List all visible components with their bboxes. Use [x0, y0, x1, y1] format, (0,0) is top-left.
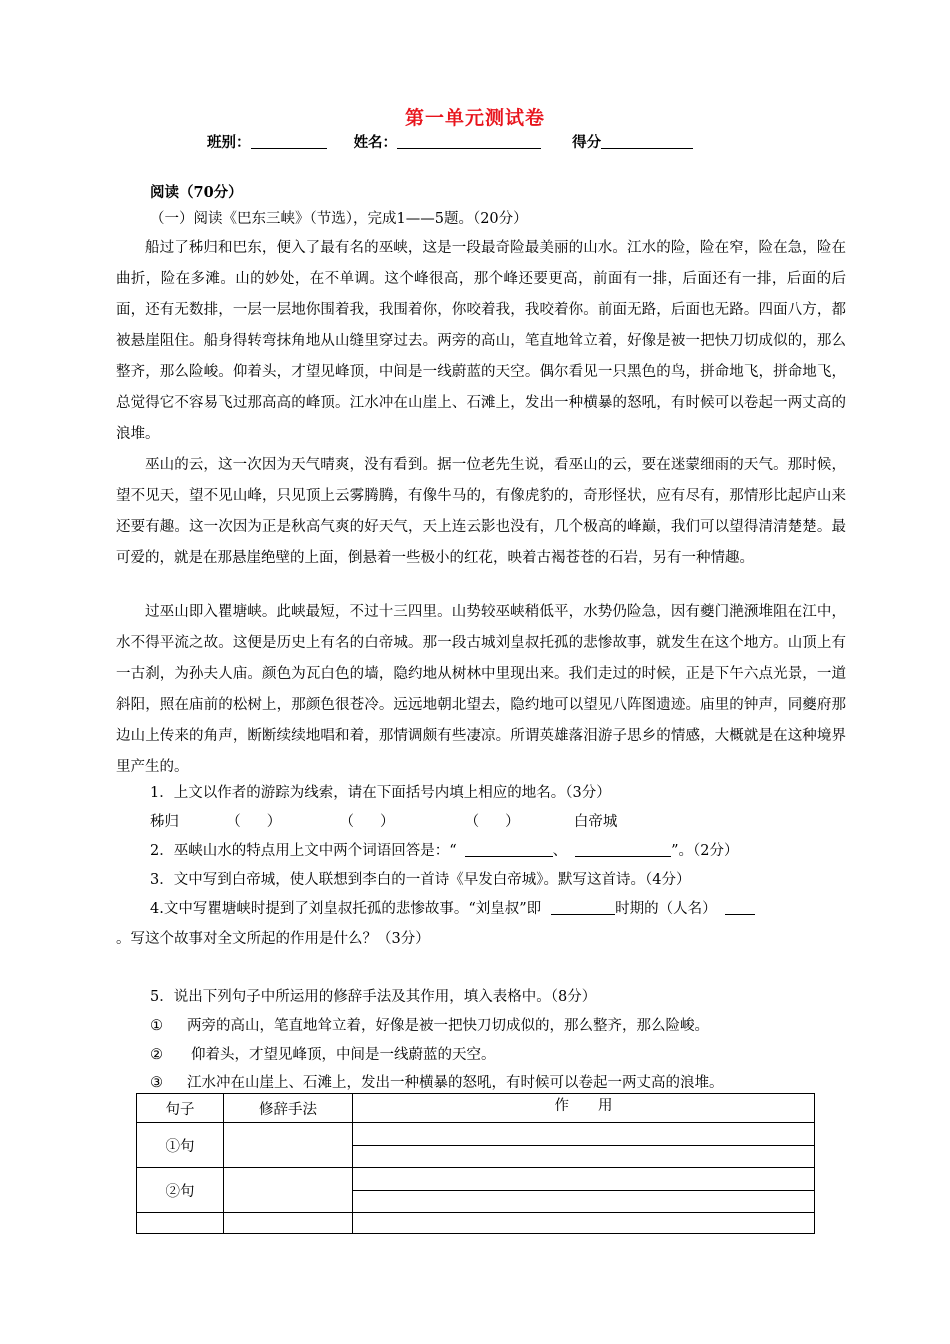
score-blank[interactable]	[601, 134, 693, 149]
student-info	[207, 131, 693, 152]
header-rhetoric: 修辞手法	[224, 1094, 353, 1123]
rhetoric-cell-3[interactable]	[224, 1213, 353, 1234]
row-label-3	[137, 1213, 224, 1234]
header-effect: 作 用	[353, 1094, 815, 1123]
section-heading: 阅读（70分）	[150, 184, 243, 201]
q2-blank-1[interactable]	[465, 842, 553, 857]
effect-cell-2a[interactable]	[353, 1168, 815, 1191]
question-3: 3．文中写到白帝城，使人联想到李白的一首诗《早发白帝城》。默写这首诗。（4分）	[150, 872, 691, 888]
q1-blank-3[interactable]: （ ）	[464, 814, 520, 830]
rhetoric-cell-1[interactable]	[224, 1123, 353, 1168]
effect-cell-3[interactable]	[353, 1213, 815, 1234]
row-label-1: ①句	[137, 1123, 224, 1168]
class-blank[interactable]	[251, 134, 327, 149]
sentence-3: ③ 江水冲在山崖上、石滩上，发出一种横暴的怒吼，有时候可以卷起一两丈高的浪堆。	[150, 1075, 724, 1091]
q4-blank-era[interactable]	[551, 900, 615, 915]
question-4-cont: 。写这个故事对全文所起的作用是什么？（3分）	[116, 931, 430, 947]
q1-start-place: 秭归	[150, 814, 179, 830]
name-blank[interactable]	[397, 134, 541, 149]
passage-paragraph-1: 船过了秭归和巴东，便入了最有名的巫峡，这是一段最奇险最美丽的山水。江水的险，险在窄，险在急，险在曲折，险在多滩。山的妙处，在不单调。这个峰很高，那个峰还要更高，前面有一排，后面还有一排，后面的后面，还有无数排，一层一层地你围着我，我围着你，你咬着我，我咬着你。前面无路，后面也无路。四面八方，都被悬崖阻住。船身得转弯抹角地从山缝里穿过去。两旁的高山，笔直地耸立着，好像是被一把快刀切成似的，那么整齐，那么险峻。仰着头，才望见峰顶，中间是一线蔚蓝的天空。偶尔看见一只黑色的鸟，拼命地飞，拼命地飞，总觉得它不容易飞过那高高的峰顶。江水冲在山崖上、石滩上，发出一种横暴的怒吼，有时候可以卷起一两丈高的浪堆。	[116, 240, 846, 442]
effect-cell-1a[interactable]	[353, 1123, 815, 1146]
effect-cell-2b[interactable]	[353, 1190, 815, 1213]
q4-blank-person[interactable]	[725, 900, 755, 915]
name-label: 姓名：	[353, 134, 398, 151]
q2-blank-2[interactable]	[575, 842, 671, 857]
rhetoric-cell-2[interactable]	[224, 1168, 353, 1213]
answer-table	[136, 1093, 815, 1234]
effect-cell-1b[interactable]	[353, 1145, 815, 1168]
score-label: 得分	[572, 134, 602, 151]
page-title: 第一单元测试卷	[404, 107, 545, 129]
q1-blank-2[interactable]: （ ）	[339, 814, 395, 830]
section-intro: （一）阅读《巴东三峡》（节选），完成1——5题。（20分）	[150, 211, 528, 227]
row-label-2: ②句	[137, 1168, 224, 1213]
question-5: 5．说出下列句子中所运用的修辞手法及其作用，填入表格中。（8分）	[150, 989, 597, 1005]
passage-paragraph-2: 巫山的云，这一次因为天气晴爽，没有看到。据一位老先生说，看巫山的云，要在迷蒙细雨的天气。那时候，望不见天，望不见山峰，只见顶上云雾腾腾，有像牛马的，有像虎豹的，奇形怪状，应有尽有，那情形比起庐山来还要有趣。这一次因为正是秋高气爽的好天气，天上连云影也没有，几个极高的峰巅，我们可以望得清清楚楚。最可爱的，就是在那悬崖绝壁的上面，倒悬着一些极小的红花，映着古褐苍苍的石岩，另有一种情趣。	[116, 457, 846, 566]
question-1: 1．上文以作者的游踪为线索，请在下面括号内填上相应的地名。（3分）	[150, 785, 611, 801]
q1-end-place: 白帝城	[573, 814, 618, 830]
q1-blank-1[interactable]: （ ）	[226, 814, 282, 830]
header-sentence: 句子	[137, 1094, 224, 1123]
question-1-answer-line	[150, 810, 617, 831]
sentence-2: ② 仰着头，才望见峰顶，中间是一线蔚蓝的天空。	[150, 1047, 496, 1063]
sentence-1: ① 两旁的高山，笔直地耸立着，好像是被一把快刀切成似的，那么整齐，那么险峻。	[150, 1018, 709, 1034]
passage-paragraph-3: 过巫山即入瞿塘峡。此峡最短，不过十三四里。山势较巫峡稍低平，水势仍险急，因有夔门滟滪堆阻在江中，水不得平流之故。这便是历史上有名的白帝城。那一段古城刘皇叔托孤的悲惨故事，就发生在这个地方。山顶上有一古刹，为孙夫人庙。颜色为瓦白色的墙，隐约地从树林中里现出来。我们走过的时候，正是下午六点光景，一道斜阳，照在庙前的松树上，那颜色很苍冷。远远地朝北望去，隐约地可以望见八阵图遗迹。庙里的钟声，同夔府那边山上传来的角声，断断续续地唱和着，那情调颇有些凄凉。所谓英雄落泪游子思乡的情感，大概就是在这种境界里产生的。	[116, 604, 846, 775]
question-2: 2．巫峡山水的特点用上文中两个词语回答是：“ 、 ”。（2分）	[150, 843, 739, 859]
class-label: 班别：	[207, 134, 251, 151]
question-4: 4.文中写瞿塘峡时提到了刘皇叔托孤的悲惨故事。“刘皇叔”即 时期的（人名）	[150, 897, 755, 918]
